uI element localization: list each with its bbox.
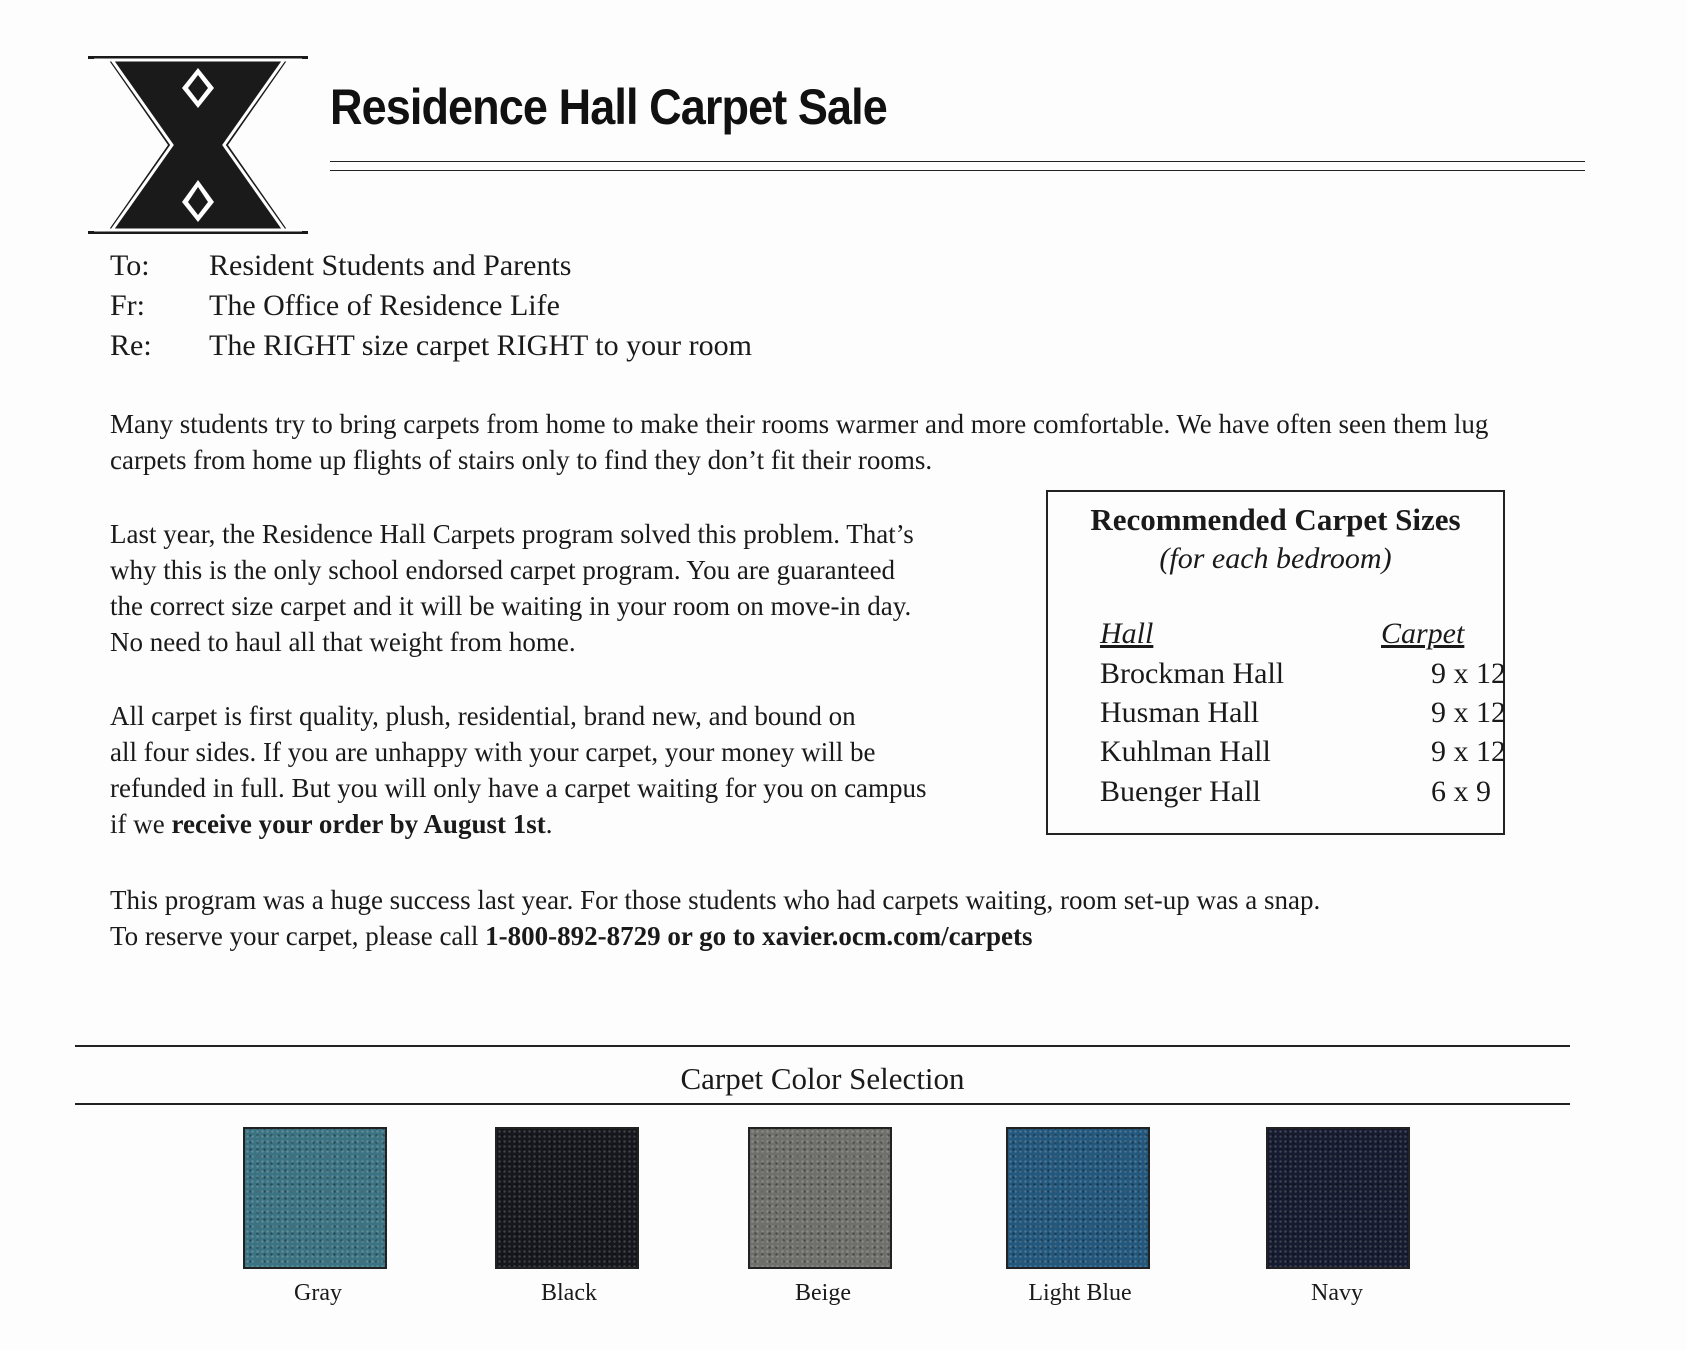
memo-re-row <box>110 326 752 366</box>
quality-line: all four sides. If you are unhappy with your carpet, your money will be <box>110 737 876 767</box>
color-section-rule-top <box>75 1045 1570 1047</box>
reserve-contact: 1-800-892-8729 or go to xavier.ocm.com/carpets <box>485 921 1033 951</box>
color-section-title: Carpet Color Selection <box>680 1061 965 1096</box>
program-line: the correct size carpet and it will be waiting in your room on move-in day. <box>110 591 912 621</box>
size-row <box>1100 775 1491 815</box>
hall-name: Brockman Hall <box>1100 657 1285 690</box>
memo-from-label: Fr: <box>110 289 146 322</box>
memo-re-label: Re: <box>110 329 152 362</box>
swatch-label-black: Black <box>541 1280 597 1306</box>
title-rule-top <box>330 161 1585 162</box>
sizes-title: Recommended Carpet Sizes <box>1090 502 1461 537</box>
swatch-gray <box>243 1127 387 1269</box>
swatch-label-navy: Navy <box>1311 1280 1363 1306</box>
color-section-rule-bottom <box>75 1103 1570 1105</box>
hall-name: Buenger Hall <box>1100 775 1261 808</box>
program-line: No need to haul all that weight from home. <box>110 627 576 657</box>
carpet-column-header: Carpet <box>1381 617 1465 650</box>
carpet-size: 6 x 9 <box>1431 775 1491 808</box>
carpet-size: 9 x 12 <box>1431 696 1506 729</box>
hall-column-header: Hall <box>1100 617 1154 650</box>
quality-paragraph <box>110 698 1040 842</box>
quality-line: refunded in full. But you will only have a carpet waiting for you on campus <box>110 773 927 803</box>
recommended-sizes-box <box>1046 490 1505 835</box>
memo-re-value: The RIGHT size carpet RIGHT to your room <box>209 329 752 362</box>
swatch-label-gray: Gray <box>294 1280 342 1306</box>
memo-to-label: To: <box>110 249 150 282</box>
success-line: This program was a huge success last year. For those students who had carpets waiting, room set-up was a snap. <box>110 885 1321 915</box>
size-row <box>1100 657 1506 697</box>
program-line: why this is the only school endorsed carpet program. You are guaranteed <box>110 555 896 585</box>
reserve-paragraph <box>110 882 1630 954</box>
title-rule-bottom <box>330 170 1585 171</box>
memo-header <box>110 246 752 366</box>
order-suffix: . <box>545 809 553 839</box>
memo-from-row <box>110 286 752 326</box>
order-prefix: if we <box>110 809 172 839</box>
swatch-label-light-blue: Light Blue <box>1028 1280 1132 1306</box>
carpet-size: 9 x 12 <box>1431 735 1506 768</box>
memo-to-row <box>110 246 752 286</box>
swatch-label-beige: Beige <box>795 1280 851 1306</box>
reserve-line <box>110 918 1630 954</box>
reserve-prefix: To reserve your carpet, please call <box>110 921 486 951</box>
carpet-size: 9 x 12 <box>1431 657 1506 690</box>
program-paragraph <box>110 516 1040 660</box>
xavier-x-logo <box>88 56 308 234</box>
swatch-navy <box>1266 1127 1410 1269</box>
memo-to-value: Resident Students and Parents <box>209 249 572 282</box>
program-line: Last year, the Residence Hall Carpets program solved this problem. That’s <box>110 519 914 549</box>
memo-from-value: The Office of Residence Life <box>209 289 560 322</box>
swatch-beige <box>748 1127 892 1269</box>
x-logo-graphic <box>88 56 308 234</box>
swatch-black <box>495 1127 639 1269</box>
page-title: Residence Hall Carpet Sale <box>330 79 887 135</box>
size-row <box>1100 696 1506 736</box>
swatch-light-blue <box>1006 1127 1150 1269</box>
sizes-subtitle: (for each bedroom) <box>1159 542 1392 575</box>
quality-line-last <box>110 806 1040 842</box>
hall-name: Kuhlman Hall <box>1100 735 1271 768</box>
hall-name: Husman Hall <box>1100 696 1260 729</box>
size-row <box>1100 735 1506 775</box>
intro-paragraph: Many students try to bring carpets from home to make their rooms warmer and more comfortable. We have often seen them lug carpets from home up flights of stairs only to find they don’t fit their rooms. <box>110 409 1489 475</box>
order-deadline: receive your order by August 1st <box>171 809 546 839</box>
quality-line: All carpet is first quality, plush, residential, brand new, and bound on <box>110 701 856 731</box>
